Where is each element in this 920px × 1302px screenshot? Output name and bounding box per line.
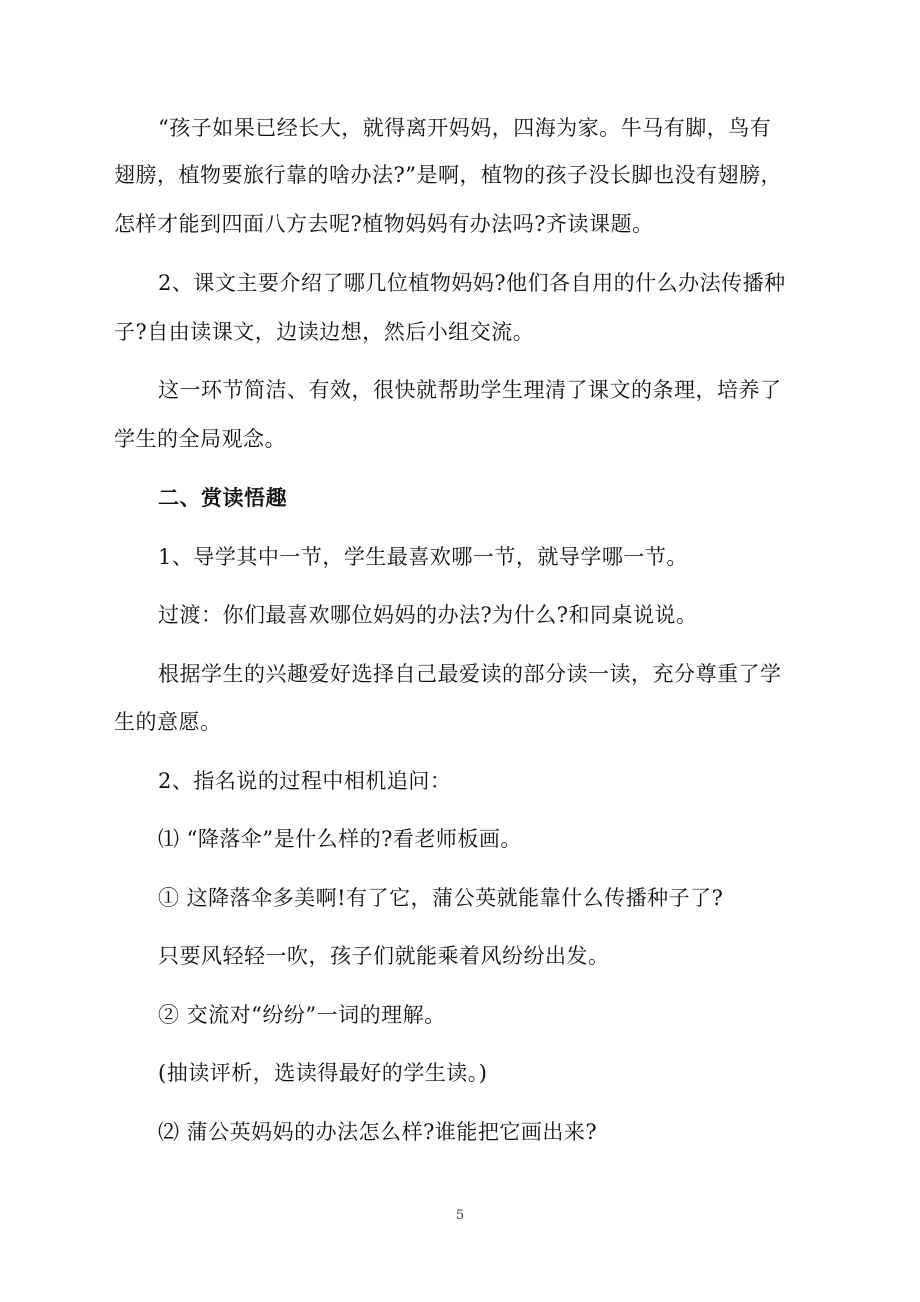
paragraph-line: 翅膀，植物要旅行靠的啥办法?”是啊，植物的孩子没长脚也没有翅膀， (114, 163, 782, 187)
paragraph-line: 1、导学其中一节，学生最喜欢哪一节，就导学哪一节。 (158, 545, 688, 569)
paragraph-line: ② 交流对“纷纷”一词的理解。 (158, 1003, 446, 1027)
paragraph-line: 2、课文主要介绍了哪几位植物妈妈?他们各自用的什么办法传播种 (158, 271, 786, 295)
paragraph-line: ① 这降落伞多美啊!有了它，蒲公英就能靠什么传播种子了? (158, 886, 724, 910)
paragraph-line: 过渡：你们最喜欢哪位妈妈的办法?为什么?和同桌说说。 (158, 603, 698, 627)
paragraph-line: 这一环节简洁、有效，很快就帮助学生理清了课文的条理，培养了 (158, 378, 782, 402)
paragraph-line: ⑵ 蒲公英妈妈的办法怎么样?谁能把它画出来? (158, 1120, 598, 1144)
paragraph-line: 根据学生的兴趣爱好选择自己最爱读的部分读一读，充分尊重了学 (158, 662, 782, 686)
paragraph-line: 2、指名说的过程中相机追问： (158, 769, 452, 793)
paragraph-line: 学生的全局观念。 (114, 427, 286, 451)
paragraph-line: 生的意愿。 (114, 710, 222, 734)
paragraph-line: 怎样才能到四面八方去呢?植物妈妈有办法吗?齐读课题。 (114, 212, 654, 236)
section-heading: 二、赏读悟趣 (158, 485, 287, 510)
paragraph-line: ⑴ “降落伞”是什么样的?看老师板画。 (158, 827, 522, 851)
page-number: 5 (455, 1208, 465, 1223)
paragraph-line: (抽读评析，选读得最好的学生读。) (158, 1061, 488, 1085)
paragraph-line: “孩子如果已经长大，就得离开妈妈，四海为家。牛马有脚，鸟有 (158, 116, 772, 140)
paragraph-line: 子?自由读课文，边读边想，然后小组交流。 (114, 320, 535, 344)
paragraph-line: 只要风轻轻一吹，孩子们就能乘着风纷纷出发。 (158, 944, 610, 968)
